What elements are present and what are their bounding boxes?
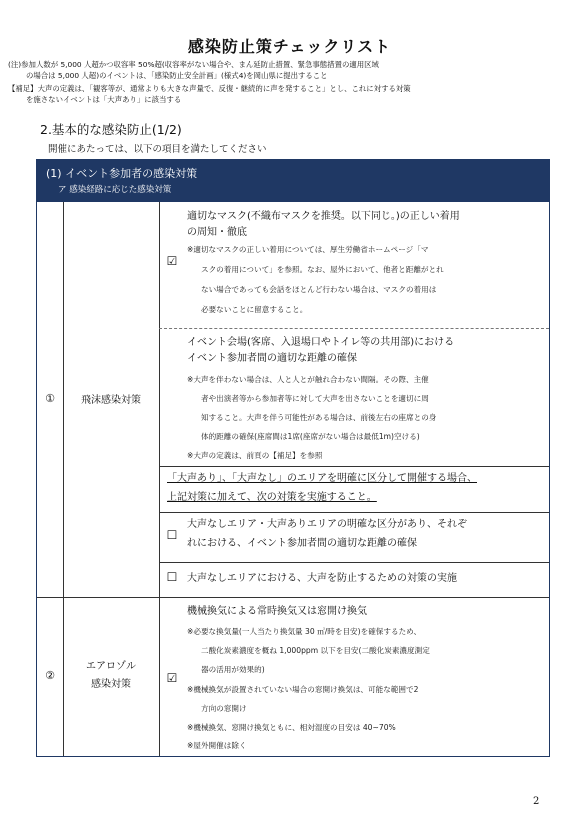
item-note: 知すること。大声を伴う可能性がある場合は、前後左右の座席との身 [201, 413, 437, 422]
section-heading: 2.基本的な感染防止(1/2) [40, 122, 182, 137]
item-checkbox-unchecked[interactable]: ☐ [166, 570, 178, 584]
row-divider [37, 597, 549, 598]
lead-text: 開催にあたっては、以下の項目を満たしてください [48, 144, 267, 155]
item-checkbox-unchecked[interactable]: ☐ [166, 528, 178, 542]
item-note: 者や出演者等から参加者等に対して大声を出さないことを適切に周 [201, 394, 429, 403]
item-note: ※機械換気が設置されていない場合の窓開け換気は、可能な範囲で2 [187, 685, 419, 694]
document-title: 感染防止策チェックリスト [187, 37, 392, 56]
item-text: 機械換気による常時換気又は窓開け換気 [187, 606, 367, 617]
item-text: イベント参加者間の適切な距離の確保 [187, 353, 357, 364]
item-note: スクの着用について」を参照。なお、屋外において、他者と距離がとれ [201, 265, 444, 274]
item-note: ない場合であっても会話をほとんど行わない場合は、マスクの着用は [201, 285, 437, 294]
row-number: ② [45, 669, 55, 682]
table-header-title: (1) イベント参加者の感染対策 [46, 167, 198, 180]
item-divider [159, 562, 549, 563]
item-note: 体的距離の確保(座席間は1席(座席がない場合は最低1m)空ける) [201, 432, 420, 441]
item-text: 大声なしエリアにおける、大声を防止するための対策の実施 [187, 573, 457, 584]
note-line: (注)参加人数が 5,000 人超かつ収容率 50%超(収容率がない場合や、まん延防止措置、緊急事態措置の適用区域 [8, 60, 379, 69]
item-divider [159, 466, 549, 467]
row-category: エアロゾル [86, 661, 136, 672]
item-text: 大声なしエリア・大声ありエリアの明確な区分があり、それぞ [187, 519, 467, 530]
item-checkbox-checked[interactable]: ☑ [166, 671, 178, 685]
item-text: 適切なマスク(不織布マスクを推奨。以下同じ。)の正しい着用 [187, 211, 460, 222]
item-note: 二酸化炭素濃度を概ね 1,000ppm 以下を目安(二酸化炭素濃度測定 [201, 646, 430, 655]
item-text: イベント会場(客席、入退場口やトイレ等の共用部)における [187, 337, 455, 348]
item-note: ※大声の定義は、前頁の【補足】を参照 [187, 451, 323, 460]
item-note: 方向の窓開け [201, 704, 247, 713]
item-note: 器の活用が効果的) [201, 665, 265, 674]
row-category: 感染対策 [91, 679, 131, 690]
item-note: ※必要な換気量(一人当たり換気量 30 ㎥/時を目安)を確保するため、 [187, 627, 422, 636]
split-area-heading: 上記対策に加えて、次の対策を実施すること。 [167, 492, 377, 503]
item-note: ※適切なマスクの正しい着用については、厚生労働省ホームページ「マ [187, 245, 429, 254]
item-note: ※屋外開催は除く [187, 741, 247, 750]
row-number: ① [45, 392, 55, 405]
checklist-table [36, 201, 550, 757]
table-header [36, 159, 550, 201]
item-checkbox-checked[interactable]: ☑ [166, 254, 178, 268]
split-area-heading: 「大声あり」、「大声なし」のエリアを明確に区分して開催する場合、 [167, 473, 477, 484]
item-note: ※機械換気、窓開け換気ともに、相対湿度の目安は 40~70% [187, 723, 396, 732]
item-divider [159, 328, 549, 329]
page-number: 2 [533, 796, 540, 807]
item-note: ※大声を伴わない場合は、人と人とが触れ合わない間隔。その際、主催 [187, 375, 429, 384]
table-header-subtitle: ア 感染経路に応じた感染対策 [58, 185, 172, 195]
item-divider [159, 512, 549, 513]
item-text: の周知・徹底 [187, 227, 247, 238]
column-divider [159, 202, 160, 756]
supplement-line: 【補足】大声の定義は、「観客等が、通常よりも大きな声量で、反復・継続的に声を発すること」とし、これに対する対策 [8, 84, 411, 93]
item-text: れにおける、イベント参加者間の適切な距離の確保 [187, 538, 417, 549]
note-line: の場合は 5,000 人超)のイベントは、「感染防止安全計画」(様式4)を岡山県に提出すること [26, 71, 328, 80]
supplement-line: を施さないイベントは「大声あり」に該当する [26, 95, 182, 104]
item-note: 必要ないことに留意すること。 [201, 305, 308, 314]
row-category: 飛沫感染対策 [81, 395, 141, 406]
